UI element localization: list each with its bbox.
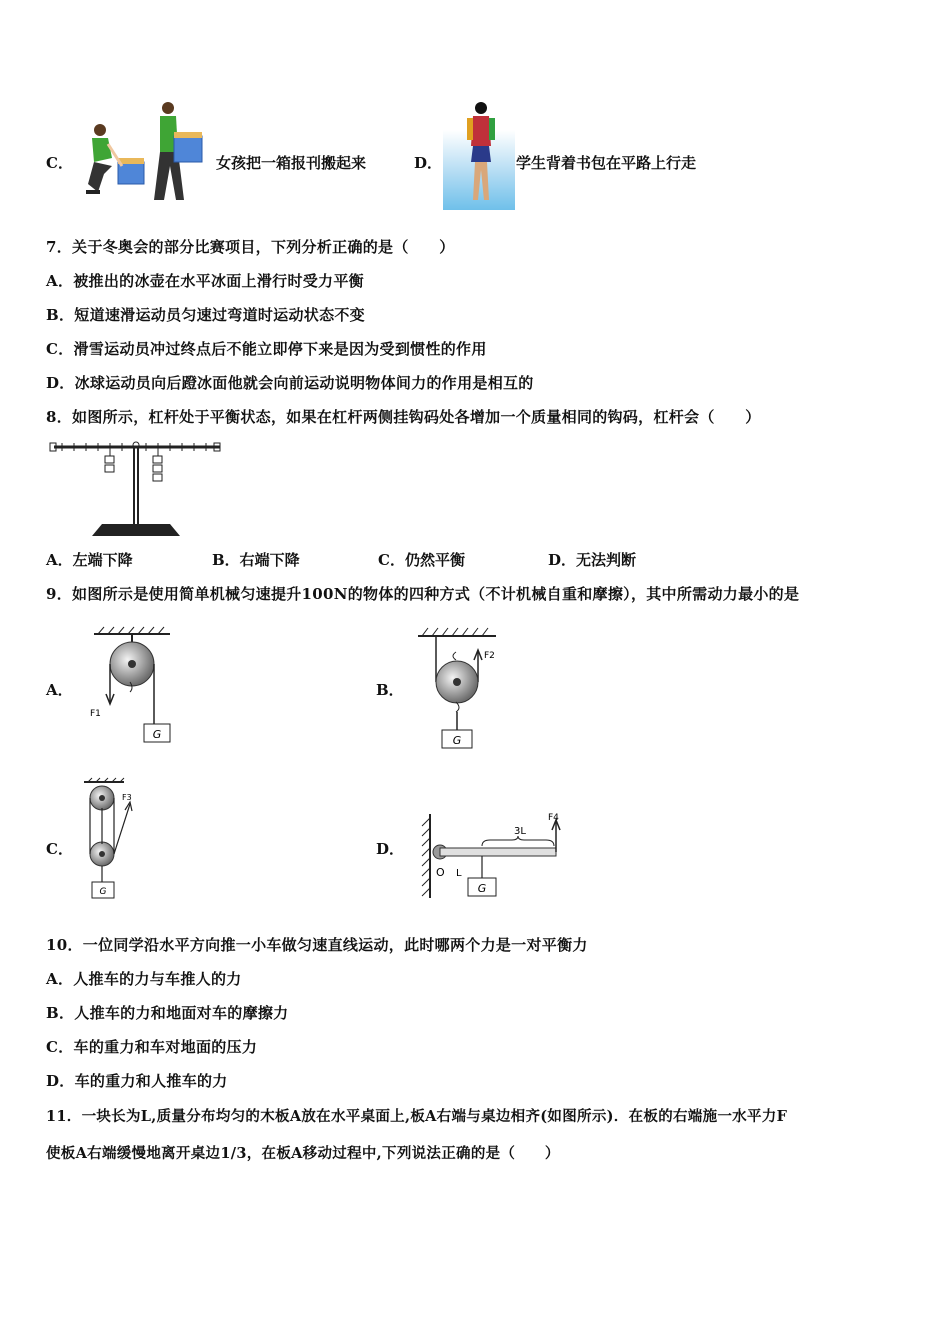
- lever-wall-figure: [414, 808, 574, 902]
- q6-option-d-label: D．: [414, 154, 443, 172]
- q10-option-a: A．人推车的力与车推人的力: [46, 970, 242, 988]
- q7-stem: 7．关于冬奥会的部分比赛项目，下列分析正确的是（ ）: [46, 238, 455, 256]
- q9d-long-arm-label: 3L: [514, 826, 526, 837]
- pulley-block-figure: [80, 778, 146, 904]
- q11-stem-line1: 11．一块长为L,质量分布均匀的木板A放在水平桌面上,板A右端与桌边相齐(如图所示)．在板的右端施一水平力F: [46, 1108, 788, 1125]
- q10-option-d: D．车的重力和人推车的力: [46, 1072, 228, 1090]
- lever-figure: [48, 436, 228, 538]
- q9a-force-label: F1: [90, 709, 101, 719]
- student-walking-image: [443, 100, 515, 210]
- q9a-weight-label: G: [152, 728, 162, 741]
- q9b-weight-label: G: [452, 734, 462, 747]
- q9-option-d-label: D．: [376, 840, 405, 858]
- q10-option-b: B．人推车的力和地面对车的摩擦力: [46, 1004, 289, 1022]
- q8-stem: 8．如图所示，杠杆处于平衡状态，如果在杠杆两侧挂钩码处各增加一个质量相同的钩码，杠杆会（ ）: [46, 408, 761, 426]
- q9-option-b-label: B．: [376, 681, 404, 699]
- q6-option-d-text: 学生背着书包在平路上行走: [516, 154, 697, 172]
- q8-option-a: A．左端下降: [46, 551, 133, 569]
- q9d-weight-label: G: [477, 882, 487, 895]
- q7-option-c: C．滑雪运动员冲过终点后不能立即停下来是因为受到惯性的作用: [46, 340, 487, 358]
- q9-option-a-label: A．: [46, 681, 73, 699]
- q8-option-b: B．右端下降: [212, 551, 300, 569]
- q10-option-c: C．车的重力和车对地面的压力: [46, 1038, 258, 1056]
- q9d-force-label: F4: [548, 813, 559, 823]
- girl-lifting-box-image: [78, 100, 208, 208]
- q9d-short-arm-label: L: [456, 868, 462, 879]
- q7-option-b: B．短道速滑运动员匀速过弯道时运动状态不变: [46, 306, 365, 324]
- q9-option-c-label: C．: [46, 840, 73, 858]
- movable-pulley-figure: [412, 624, 512, 752]
- fixed-pulley-figure: [84, 624, 180, 748]
- q11-stem-line2: 使板A右端缓慢地离开桌边1/3，在板A移动过程中,下列说法正确的是（ ）: [46, 1145, 560, 1162]
- q9b-force-label: F2: [484, 651, 495, 661]
- q9c-weight-label: G: [99, 887, 107, 897]
- q8-option-c: C．仍然平衡: [378, 551, 465, 569]
- q10-stem: 10．一位同学沿水平方向推一小车做匀速直线运动，此时哪两个力是一对平衡力: [46, 936, 588, 954]
- q9c-force-label: F3: [122, 793, 132, 802]
- q7-option-a: A．被推出的冰壶在水平冰面上滑行时受力平衡: [46, 272, 364, 290]
- q9d-fulcrum-label: O: [436, 866, 445, 879]
- q6-option-c-label: C．: [46, 154, 73, 172]
- q8-option-d: D．无法判断: [548, 551, 637, 569]
- q9-stem: 9．如图所示是使用简单机械匀速提升100N的物体的四种方式（不计机械自重和摩擦），其中所需动力最小的是: [46, 585, 800, 603]
- q7-option-d: D．冰球运动员向后蹬冰面他就会向前运动说明物体间力的作用是相互的: [46, 374, 534, 392]
- q6-option-c-text: 女孩把一箱报刊搬起来: [216, 154, 367, 172]
